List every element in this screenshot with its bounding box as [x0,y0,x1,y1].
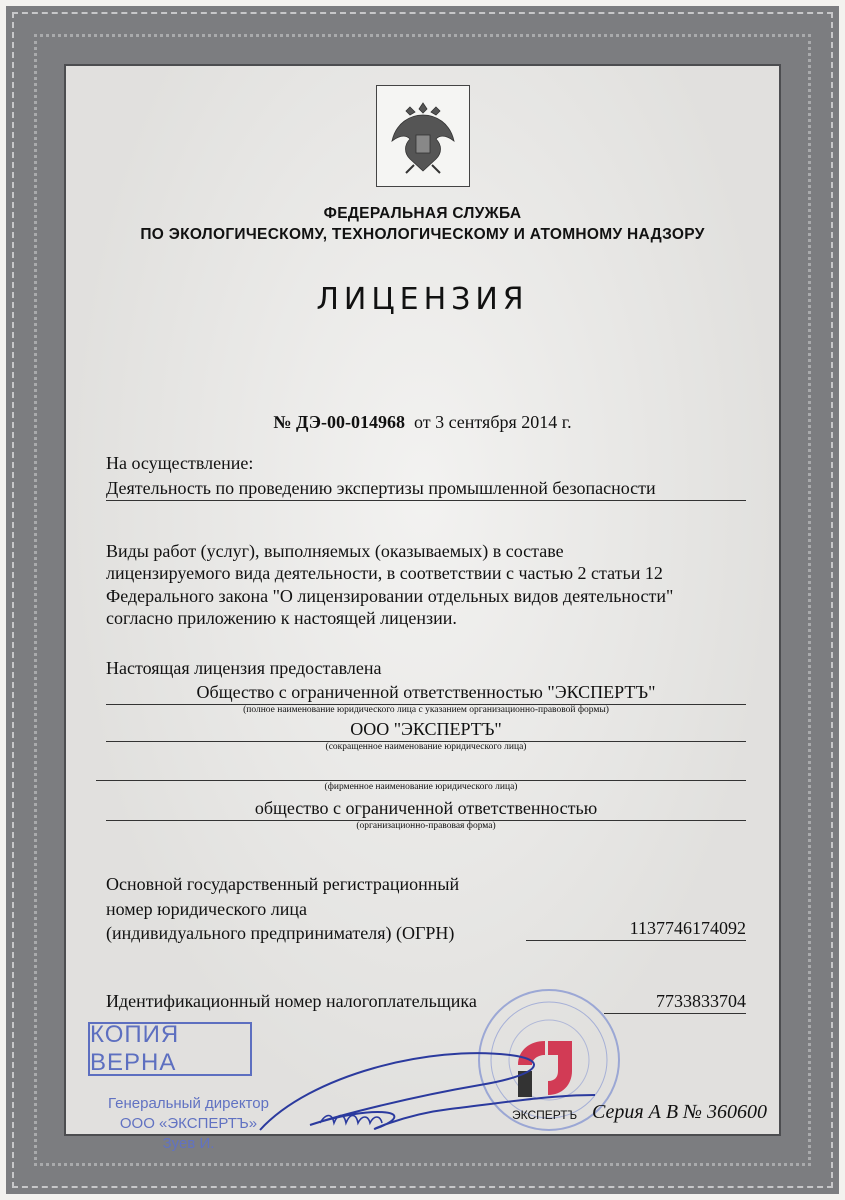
document-title: ЛИЦЕНЗИЯ [316,282,529,317]
full-name-value: Общество с ограниченной ответственностью "ЭКСПЕРТЪ" [106,681,746,705]
agency-name-line2: ПО ЭКОЛОГИЧЕСКОМУ, ТЕХНОЛОГИЧЕСКОМУ И АТОМНОМУ НАДЗОРУ [140,226,705,243]
handwritten-signature [250,1035,610,1155]
copy-certified-stamp: КОПИЯ ВЕРНА [88,1022,252,1076]
license-number-prefix: № [273,412,292,432]
agency-name-line1: ФЕДЕРАЛЬНАЯ СЛУЖБА [323,205,522,222]
works-line-2: лицензируемого вида деятельности, в соответствии с частью 2 статьи 12 [106,563,663,583]
short-name-value: ООО "ЭКСПЕРТЪ" [106,718,746,742]
ogrn-label-line-3: (индивидуального предпринимателя) (ОГРН) [106,923,455,943]
license-date: от 3 сентября 2014 г. [413,412,572,432]
org-form-caption: (организационно-правовая форма) [356,821,496,831]
inn-label: Идентификационный номер налогоплательщика [106,991,477,1011]
ogrn-value: 1137746174092 [526,917,746,941]
director-stamp [86,1094,291,1174]
coat-of-arms-emblem [376,85,470,187]
ogrn-label-line-1: Основной государственный регистрационный [106,874,460,894]
director-company: ООО «ЭКСПЕРТЪ» [119,1115,258,1132]
works-line-4: согласно приложению к настоящей лицензии. [106,608,457,628]
full-name-caption: (полное наименование юридического лица с указанием организационно-правовой формы) [243,705,609,715]
eagle-icon [388,95,458,177]
granted-label: Настоящая лицензия предоставлена [106,658,382,678]
short-name-caption: (сокращенное наименование юридического лица) [325,742,527,752]
director-name: Зуев И. [162,1135,215,1152]
license-number-line [64,412,781,433]
activity-label: На осуществление: [106,453,254,473]
director-title: Генеральный директор [108,1095,269,1112]
works-line-3: Федерального закона "О лицензировании отдельных видов деятельности" [106,586,674,606]
brand-name-caption: (фирменное наименование юридического лица) [324,782,518,792]
ogrn-label-line-2: номер юридического лица [106,899,308,919]
series-number: Серия А В № 360600 [592,1101,767,1123]
license-number: ДЭ-00-014968 [295,412,405,432]
inn-value: 7733833704 [604,990,746,1014]
company-brand-text: ЭКСПЕРТЪ [512,1108,578,1122]
works-line-1: Виды работ (услуг), выполняемых (оказываемых) в составе [106,541,564,561]
activity-value: Деятельность по проведению экспертизы промышленной безопасности [106,477,746,501]
brand-name-value [96,758,746,781]
org-form-value: общество с ограниченной ответственностью [106,797,746,821]
